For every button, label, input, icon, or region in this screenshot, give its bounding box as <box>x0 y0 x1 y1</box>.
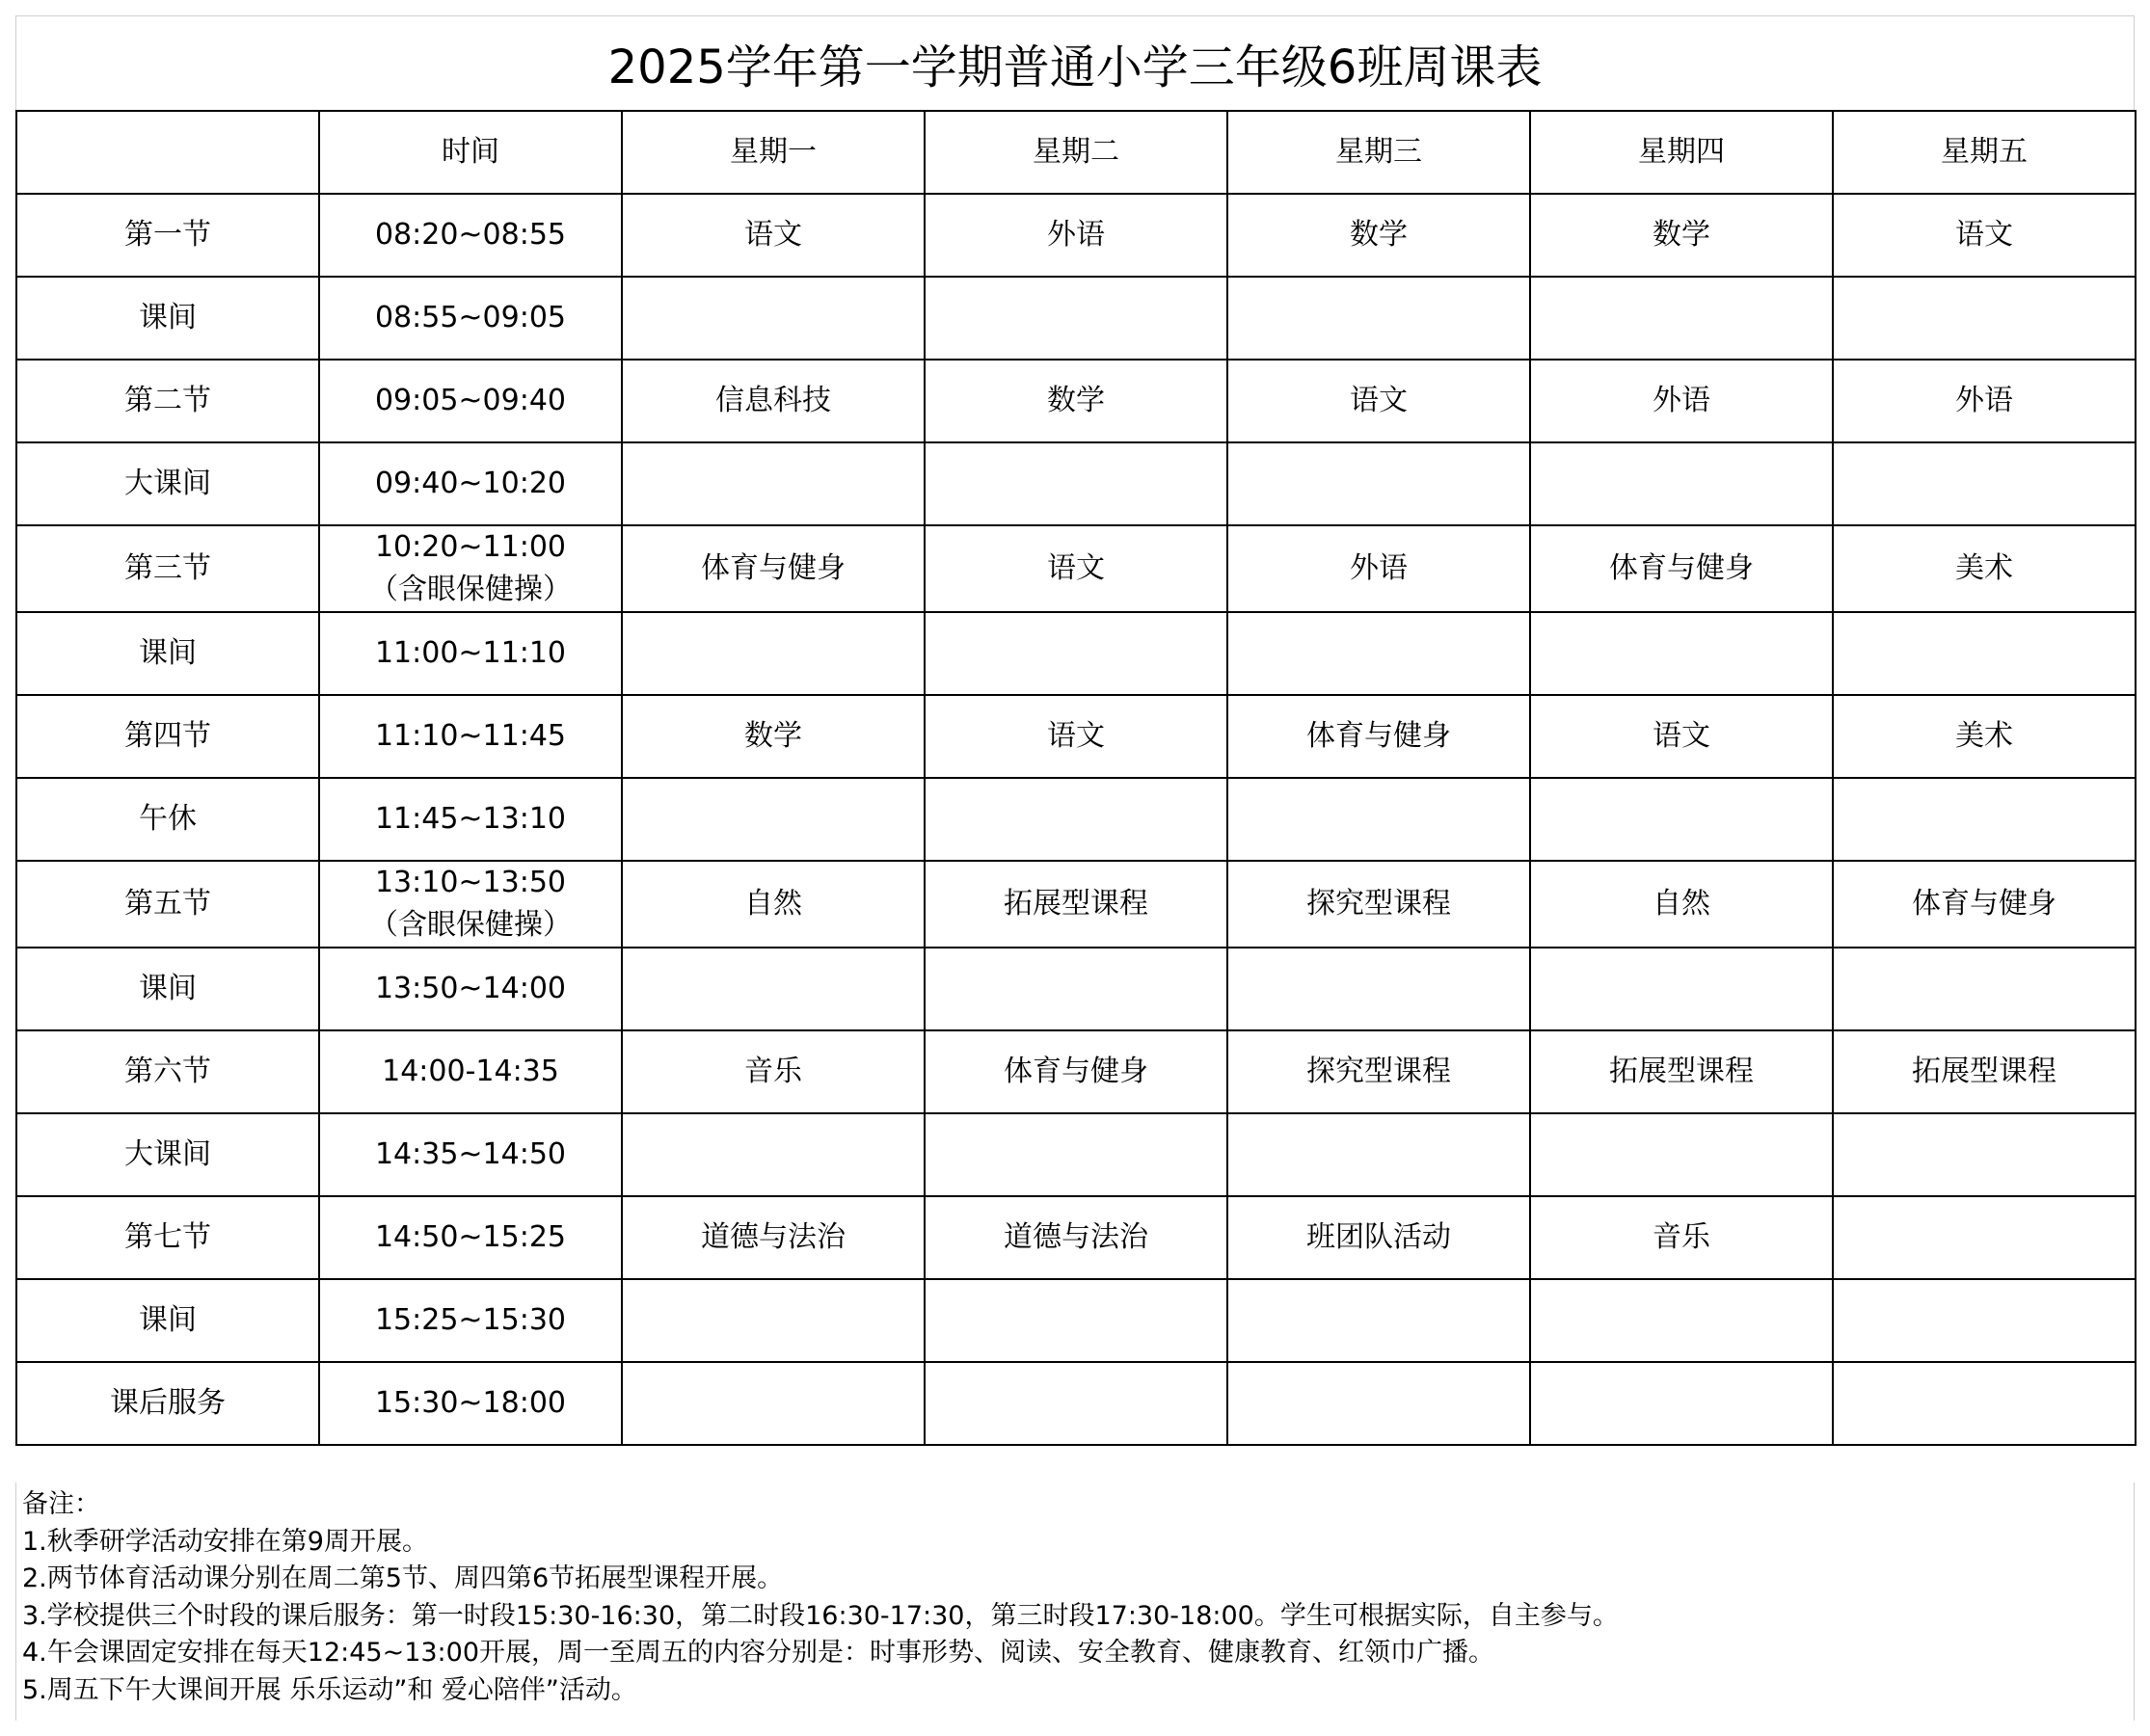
header-cell-corner <box>16 111 319 194</box>
notes-section <box>15 1482 2135 1721</box>
period-cell: 课间 <box>16 612 319 695</box>
time-value: 11:45~13:10 <box>374 802 567 836</box>
header-cell-friday: 星期五 <box>1833 111 2136 194</box>
time-value: 10:20~11:00 <box>374 530 567 564</box>
class-cell-thursday: 外语 <box>1530 360 1833 442</box>
class-cell-wednesday: 探究型课程 <box>1227 1030 1530 1113</box>
note-item: 1.秋季研学活动安排在第9周开展。 <box>22 1526 428 1557</box>
class-cell-wednesday <box>1227 442 1530 525</box>
class-cell-monday: 道德与法治 <box>622 1196 925 1279</box>
header-row <box>16 111 2136 194</box>
time-value: 09:05~09:40 <box>374 384 567 417</box>
time-cell <box>319 360 622 442</box>
class-cell-wednesday <box>1227 612 1530 695</box>
class-cell-tuesday: 体育与健身 <box>925 1030 1227 1113</box>
class-cell-friday <box>1833 612 2136 695</box>
class-cell-friday: 美术 <box>1833 695 2136 778</box>
schedule-row <box>16 612 2136 695</box>
class-cell-wednesday <box>1227 948 1530 1030</box>
header-cell-monday: 星期一 <box>622 111 925 194</box>
class-cell-friday: 体育与健身 <box>1833 861 2136 948</box>
period-cell: 课间 <box>16 1279 319 1362</box>
class-cell-friday <box>1833 442 2136 525</box>
time-value: 13:10~13:50 <box>374 866 567 899</box>
time-cell <box>319 612 622 695</box>
class-cell-wednesday: 探究型课程 <box>1227 861 1530 948</box>
class-cell-wednesday <box>1227 277 1530 360</box>
time-value: 09:40~10:20 <box>374 467 567 500</box>
note-item: 3.学校提供三个时段的课后服务：第一时段15:30-16:30，第二时段16:30-17:30，第三时段17:30-18:00。学生可根据实际，自主参与。 <box>22 1600 1619 1631</box>
schedule-row <box>16 948 2136 1030</box>
schedule-row <box>16 861 2136 948</box>
class-cell-tuesday: 拓展型课程 <box>925 861 1227 948</box>
note-item: 4.午会课固定安排在每天12:45~13:00开展，周一至周五的内容分别是：时事形势、阅读、安全教育、健康教育、红领巾广播。 <box>22 1638 1495 1668</box>
time-cell <box>319 1030 622 1113</box>
time-cell <box>319 695 622 778</box>
note-item: 5.周五下午大课间开展 乐乐运动”和 爱心陪伴”活动。 <box>22 1674 637 1705</box>
header-cell-time: 时间 <box>319 111 622 194</box>
time-value: 14:50~15:25 <box>374 1220 567 1254</box>
class-cell-friday: 外语 <box>1833 360 2136 442</box>
time-value: 14:35~14:50 <box>374 1137 567 1171</box>
schedule-page <box>15 15 2135 1721</box>
schedule-row <box>16 1279 2136 1362</box>
class-cell-thursday <box>1530 948 1833 1030</box>
time-note: （含眼保健操） <box>369 573 572 606</box>
class-cell-tuesday <box>925 442 1227 525</box>
class-cell-thursday <box>1530 442 1833 525</box>
class-cell-thursday: 音乐 <box>1530 1196 1833 1279</box>
time-cell <box>319 778 622 861</box>
time-cell <box>319 442 622 525</box>
time-cell <box>319 194 622 277</box>
period-cell: 大课间 <box>16 1113 319 1196</box>
class-cell-monday <box>622 612 925 695</box>
class-cell-tuesday: 道德与法治 <box>925 1196 1227 1279</box>
class-cell-tuesday: 数学 <box>925 360 1227 442</box>
class-cell-wednesday <box>1227 1279 1530 1362</box>
class-cell-tuesday <box>925 612 1227 695</box>
period-cell: 第七节 <box>16 1196 319 1279</box>
period-cell: 第四节 <box>16 695 319 778</box>
class-cell-monday <box>622 948 925 1030</box>
class-cell-tuesday <box>925 1113 1227 1196</box>
period-cell: 第三节 <box>16 525 319 612</box>
class-cell-wednesday: 数学 <box>1227 194 1530 277</box>
class-cell-thursday: 数学 <box>1530 194 1833 277</box>
class-cell-monday <box>622 1279 925 1362</box>
class-cell-thursday <box>1530 277 1833 360</box>
page-title: 2025学年第一学期普通小学三年级6班周课表 <box>15 15 2135 110</box>
period-cell: 第二节 <box>16 360 319 442</box>
schedule-row <box>16 1362 2136 1445</box>
period-cell: 课间 <box>16 277 319 360</box>
schedule-row <box>16 194 2136 277</box>
time-cell <box>319 1196 622 1279</box>
class-cell-tuesday <box>925 948 1227 1030</box>
class-cell-monday <box>622 1362 925 1445</box>
schedule-row <box>16 1030 2136 1113</box>
class-cell-thursday: 拓展型课程 <box>1530 1030 1833 1113</box>
class-cell-tuesday: 语文 <box>925 525 1227 612</box>
header-cell-wednesday: 星期三 <box>1227 111 1530 194</box>
period-cell: 课间 <box>16 948 319 1030</box>
schedule-row <box>16 1113 2136 1196</box>
period-cell: 第一节 <box>16 194 319 277</box>
class-cell-thursday <box>1530 1113 1833 1196</box>
time-value: 11:00~11:10 <box>374 636 567 670</box>
class-cell-monday <box>622 1113 925 1196</box>
period-cell: 第五节 <box>16 861 319 948</box>
schedule-row <box>16 442 2136 525</box>
notes-heading: 备注： <box>22 1489 100 1519</box>
period-cell: 午休 <box>16 778 319 861</box>
time-value: 14:00-14:35 <box>382 1055 559 1088</box>
time-value: 13:50~14:00 <box>374 972 567 1005</box>
class-cell-friday: 语文 <box>1833 194 2136 277</box>
class-cell-friday <box>1833 948 2136 1030</box>
time-cell <box>319 525 622 612</box>
class-cell-tuesday: 语文 <box>925 695 1227 778</box>
class-cell-wednesday: 语文 <box>1227 360 1530 442</box>
period-cell: 第六节 <box>16 1030 319 1113</box>
time-value: 11:10~11:45 <box>374 719 567 753</box>
class-cell-monday <box>622 778 925 861</box>
schedule-row <box>16 525 2136 612</box>
class-cell-monday: 信息科技 <box>622 360 925 442</box>
schedule-row <box>16 695 2136 778</box>
class-cell-tuesday <box>925 277 1227 360</box>
header-cell-tuesday: 星期二 <box>925 111 1227 194</box>
class-cell-tuesday <box>925 1279 1227 1362</box>
class-cell-thursday <box>1530 1362 1833 1445</box>
class-cell-tuesday: 外语 <box>925 194 1227 277</box>
time-value: 15:30~18:00 <box>374 1386 567 1420</box>
class-cell-monday <box>622 277 925 360</box>
class-cell-tuesday <box>925 1362 1227 1445</box>
time-cell <box>319 1279 622 1362</box>
class-cell-wednesday: 班团队活动 <box>1227 1196 1530 1279</box>
class-cell-thursday: 体育与健身 <box>1530 525 1833 612</box>
period-cell: 大课间 <box>16 442 319 525</box>
time-value: 08:20~08:55 <box>374 218 567 252</box>
time-value: 08:55~09:05 <box>374 301 567 334</box>
class-cell-friday: 拓展型课程 <box>1833 1030 2136 1113</box>
class-cell-friday <box>1833 1362 2136 1445</box>
header-cell-thursday: 星期四 <box>1530 111 1833 194</box>
class-cell-wednesday <box>1227 1362 1530 1445</box>
class-cell-thursday <box>1530 778 1833 861</box>
class-cell-wednesday <box>1227 1113 1530 1196</box>
class-cell-friday <box>1833 1196 2136 1279</box>
class-cell-friday <box>1833 1279 2136 1362</box>
schedule-row <box>16 778 2136 861</box>
class-cell-friday <box>1833 277 2136 360</box>
time-cell <box>319 1362 622 1445</box>
class-cell-friday: 美术 <box>1833 525 2136 612</box>
time-note: （含眼保健操） <box>369 908 572 942</box>
class-cell-wednesday: 体育与健身 <box>1227 695 1530 778</box>
schedule-row <box>16 1196 2136 1279</box>
schedule-row <box>16 277 2136 360</box>
class-cell-thursday <box>1530 1279 1833 1362</box>
period-cell: 课后服务 <box>16 1362 319 1445</box>
class-cell-friday <box>1833 1113 2136 1196</box>
schedule-table <box>15 110 2137 1446</box>
time-cell <box>319 948 622 1030</box>
class-cell-wednesday <box>1227 778 1530 861</box>
class-cell-monday: 自然 <box>622 861 925 948</box>
schedule-row <box>16 360 2136 442</box>
class-cell-monday: 体育与健身 <box>622 525 925 612</box>
note-item: 2.两节体育活动课分别在周二第5节、周四第6节拓展型课程开展。 <box>22 1563 784 1593</box>
time-cell <box>319 1113 622 1196</box>
class-cell-monday: 语文 <box>622 194 925 277</box>
class-cell-monday <box>622 442 925 525</box>
time-cell <box>319 277 622 360</box>
class-cell-friday <box>1833 778 2136 861</box>
class-cell-thursday: 自然 <box>1530 861 1833 948</box>
class-cell-monday: 音乐 <box>622 1030 925 1113</box>
class-cell-thursday: 语文 <box>1530 695 1833 778</box>
time-cell <box>319 861 622 948</box>
class-cell-monday: 数学 <box>622 695 925 778</box>
time-value: 15:25~15:30 <box>374 1303 567 1337</box>
class-cell-thursday <box>1530 612 1833 695</box>
class-cell-tuesday <box>925 778 1227 861</box>
class-cell-wednesday: 外语 <box>1227 525 1530 612</box>
